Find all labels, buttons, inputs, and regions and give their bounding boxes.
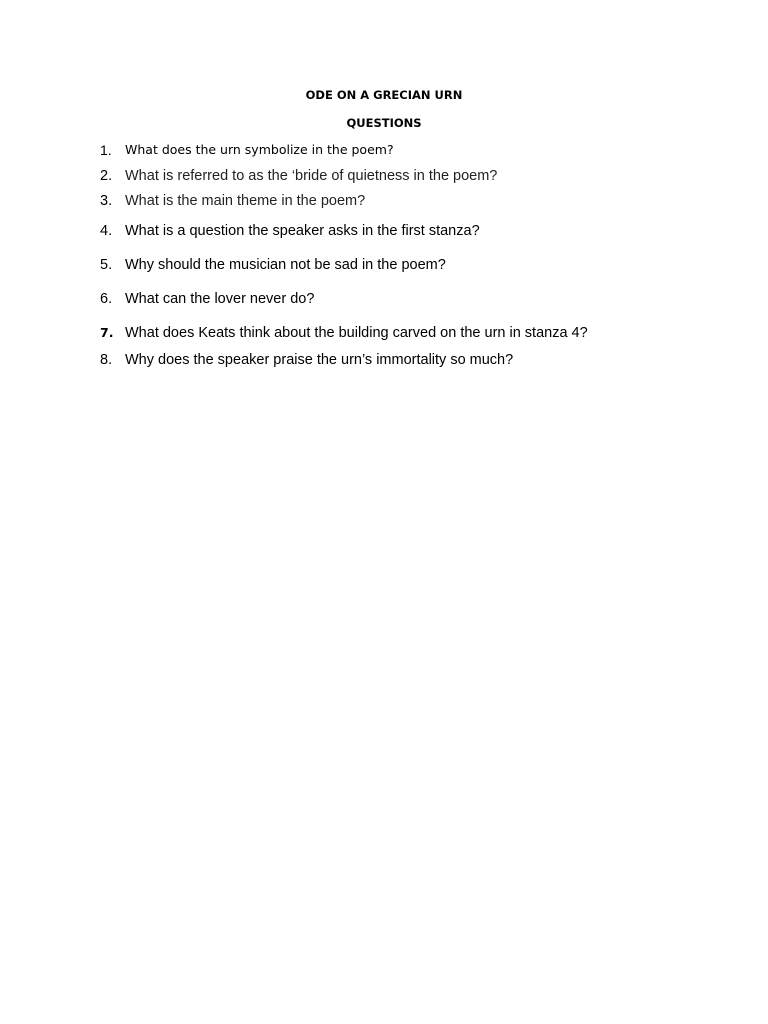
question-item-7 bbox=[100, 323, 720, 343]
question-number: 4. bbox=[100, 223, 113, 239]
question-text: What is the main theme in the poem? bbox=[125, 193, 366, 209]
question-text: Why does the speaker praise the urn’s immortality so much? bbox=[125, 352, 514, 368]
question-text: What does Keats think about the building carved on the urn in stanza 4? bbox=[125, 325, 588, 341]
question-item-3 bbox=[100, 191, 720, 211]
question-text: What can the lover never do? bbox=[125, 291, 315, 307]
document-title: ODE ON A GRECIAN URN bbox=[305, 88, 463, 102]
question-number: 5. bbox=[100, 257, 113, 273]
question-number: 1. bbox=[100, 142, 112, 158]
question-number: 6. bbox=[100, 291, 113, 307]
document-subtitle: QUESTIONS bbox=[346, 116, 422, 130]
question-number: 7. bbox=[100, 325, 114, 340]
question-item-1 bbox=[100, 140, 720, 160]
question-text: What does the urn symbolize in the poem? bbox=[125, 142, 394, 157]
question-item-2 bbox=[100, 166, 720, 186]
question-text: What is referred to as the ‘bride of quietness in the poem? bbox=[125, 168, 498, 184]
question-item-6 bbox=[100, 289, 720, 309]
question-number: 3. bbox=[100, 193, 113, 209]
question-text: What is a question the speaker asks in the first stanza? bbox=[125, 223, 480, 239]
question-item-5 bbox=[100, 255, 720, 275]
question-number: 2. bbox=[100, 168, 113, 184]
question-item-8 bbox=[100, 350, 720, 370]
question-text: Why should the musician not be sad in the poem? bbox=[125, 257, 446, 273]
question-item-4 bbox=[100, 221, 720, 241]
question-number: 8. bbox=[100, 352, 113, 368]
